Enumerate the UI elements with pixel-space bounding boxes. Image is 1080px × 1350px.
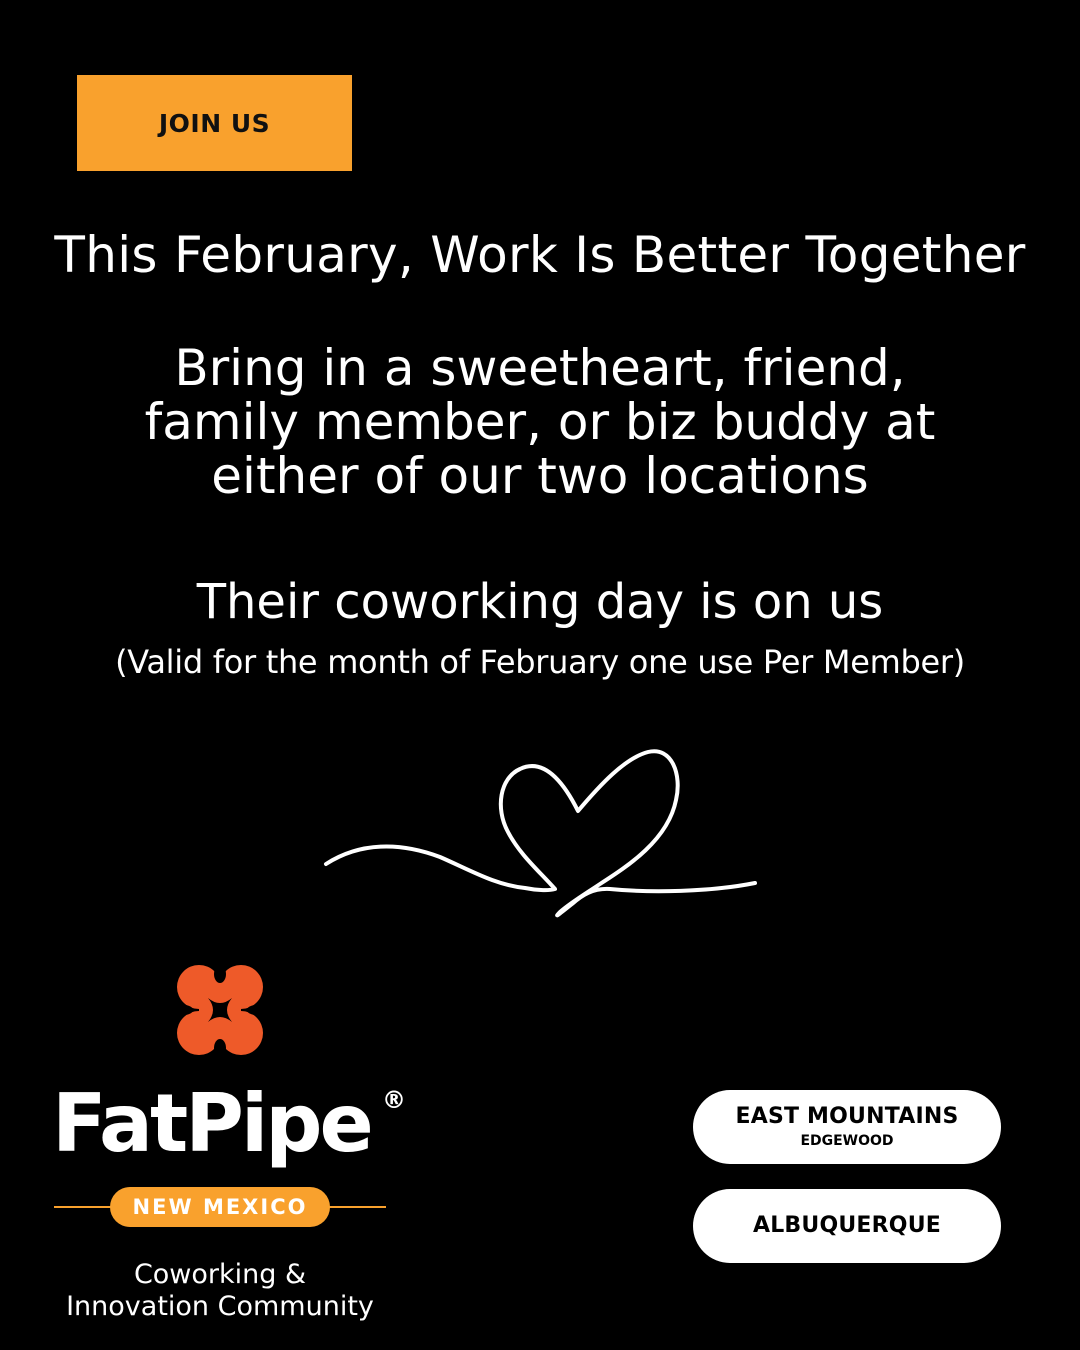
- offer-text: Their coworking day is on us: [196, 574, 884, 630]
- body-line-3: either of our two locations: [211, 447, 869, 505]
- body-line-2: family member, or biz buddy at: [144, 393, 936, 451]
- location-subtitle: EDGEWOOD: [800, 1133, 894, 1149]
- headline: This February, Work Is Better Together: [54, 226, 1026, 284]
- body-line-1: Bring in a sweetheart, friend,: [174, 339, 906, 397]
- join-us-button[interactable]: JOIN US: [77, 75, 352, 171]
- location-east-mountains-button[interactable]: [693, 1090, 1001, 1164]
- location-albuquerque-button[interactable]: [693, 1189, 1001, 1263]
- tagline-line-2: Innovation Community: [66, 1291, 374, 1322]
- fine-print: (Valid for the month of February one use Per Member): [115, 643, 965, 681]
- region-badge: NEW MEXICO: [110, 1187, 330, 1227]
- brand-tagline: [40, 1259, 400, 1323]
- fatpipe-dots-logo: [170, 962, 270, 1062]
- tagline-line-1: Coworking &: [133, 1259, 307, 1290]
- location-name: ALBUQUERQUE: [752, 1213, 941, 1238]
- location-name: EAST MOUNTAINS: [735, 1104, 959, 1129]
- registered-mark: ®: [382, 1086, 406, 1114]
- brand-name: FatPipe: [52, 1077, 371, 1170]
